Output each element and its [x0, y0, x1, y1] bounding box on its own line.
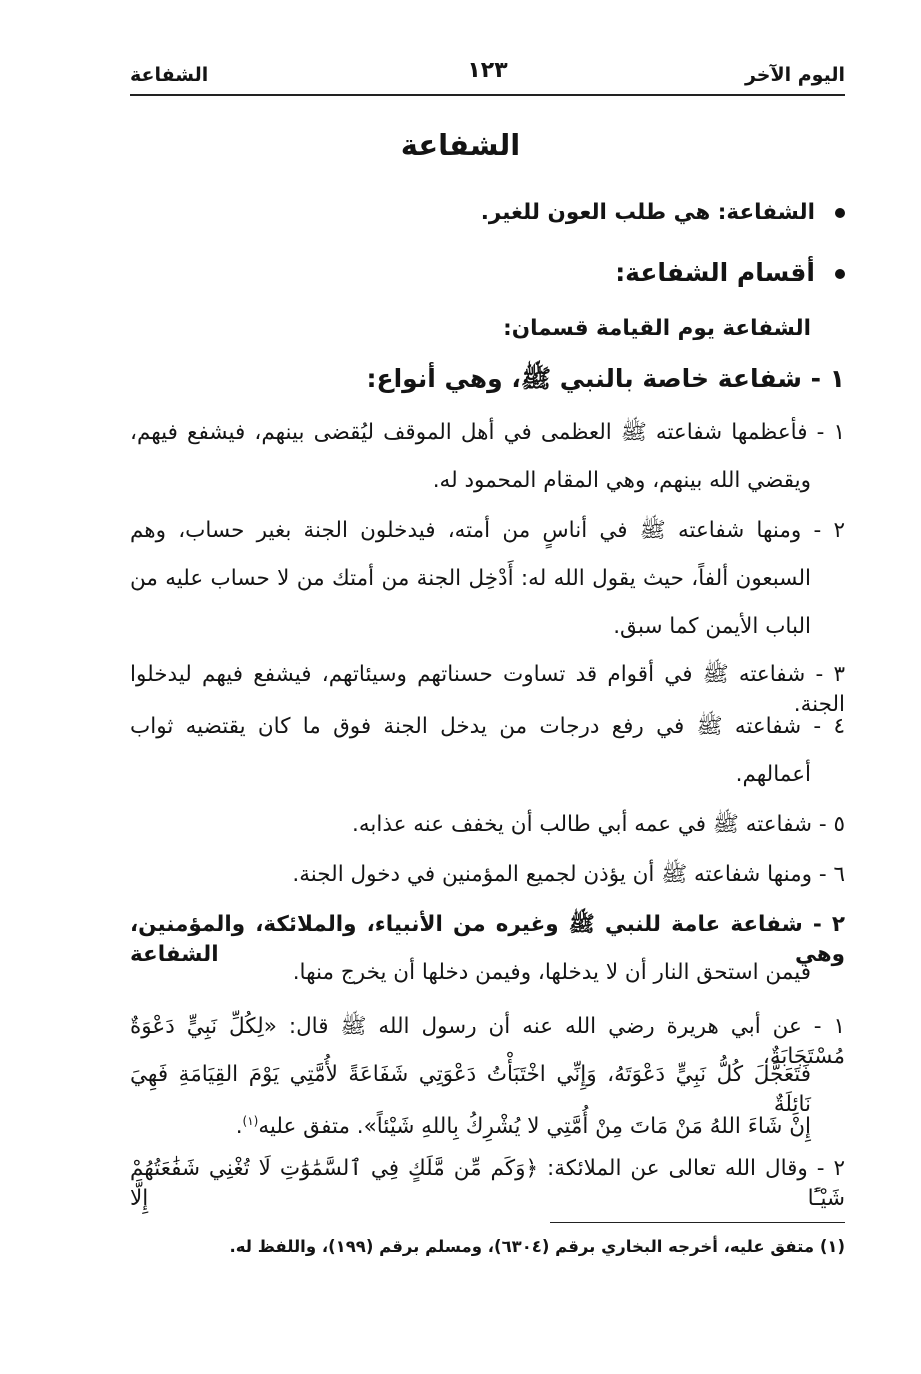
header-book-title: اليوم الآخر: [744, 64, 845, 86]
footnote: (١) متفق عليه، أخرجه البخاري برقم (٦٣٠٤)، ومسلم برقم (١٩٩)، واللفظ له.: [229, 1237, 845, 1256]
definition-line: الشفاعة: هي طلب العون للغير.: [481, 198, 845, 228]
footnote-marker: (١): [242, 1114, 259, 1128]
text-line: فيمن استحق النار أن لا يدخلها، وفيمن دخلها أن يخرج منها.: [292, 960, 811, 985]
section-heading: أقسام الشفاعة:: [615, 258, 845, 288]
text-line: السبعون ألفاً، حيث يقول الله له: أَدْخِل الجنة من أمتك من لا حساب عليه من: [130, 566, 811, 591]
subheading: الشفاعة يوم القيامة قسمان:: [503, 316, 811, 341]
text-line: ٦ - ومنها شفاعته ﷺ أن يؤذن لجميع المؤمنين في دخول الجنة.: [292, 862, 845, 887]
category-heading-2: ٢ - شفاعة عامة للنبي ﷺ وغيره من الأنبياء، والملائكة، والمؤمنين، وهي الشفاعة: [130, 912, 845, 967]
page-title: الشفاعة: [400, 128, 521, 162]
bullet-icon: [835, 269, 845, 279]
text-line: ١ - فأعظمها شفاعته ﷺ العظمى في أهل الموقف ليُقضى بينهم، فيشفع فيهم،: [130, 420, 845, 445]
running-header: [130, 58, 845, 94]
category-heading-1: ١ - شفاعة خاصة بالنبي ﷺ، وهي أنواع:: [366, 364, 845, 393]
text-line: أعمالهم.: [735, 762, 811, 787]
header-divider: [130, 94, 845, 96]
text-line: ويقضي الله بينهم، وهي المقام المحمود له.: [432, 468, 811, 493]
bullet-icon: [835, 208, 845, 218]
text-line: ٢ - ومنها شفاعته ﷺ في أناسٍ من أمته، فيدخلون الجنة بغير حساب، وهم: [130, 518, 845, 543]
footnote-divider: [550, 1222, 845, 1223]
text-line: ١ - عن أبي هريرة رضي الله عنه أن رسول الله ﷺ قال: «لِكُلِّ نَبِيٍّ دَعْوَةٌ مُسْتَجَابَةٌ،: [130, 1014, 845, 1069]
text-line: الباب الأيمن كما سبق.: [613, 614, 811, 639]
hadith-line: إِنْ شَاءَ اللهُ مَنْ مَاتَ مِنْ أُمَّتِي لا يُشْرِكُ بِاللهِ شَيْئاً». متفق عليه$^{(١)}$.: [235, 1114, 811, 1140]
header-chapter-title: الشفاعة: [130, 64, 209, 86]
hadith-line: فَتَعَجَّلَ كُلُّ نَبِيٍّ دَعْوَتَهُ، وَإِنِّي اخْتَبَأْتُ دَعْوَتِي شَفَاعَةً لأُمَّتِي يَوْمَ القِيَامَةِ فَهِيَ نَائِلَةٌ: [130, 1062, 811, 1117]
page-number: ١٢٣: [467, 58, 508, 83]
text-line: ٤ - شفاعته ﷺ في رفع درجات من يدخل الجنة فوق ما كان يقتضيه ثواب: [130, 714, 845, 739]
quran-line: ٢ - وقال الله تعالى عن الملائكة: ﴿وَكَم مِّن مَّلَكٍ فِي ٱلسَّمَٰوَٰتِ لَا تُغْنِي شَفَٰعَتُهُمْ شَيْـًٔا إِلَّا: [130, 1156, 845, 1211]
text-line: ٥ - شفاعته ﷺ في عمه أبي طالب أن يخفف عنه عذابه.: [352, 812, 845, 837]
text-line: ٣ - شفاعته ﷺ في أقوام قد تساوت حسناتهم وسيئاتهم، فيشفع فيهم ليدخلوا الجنة.: [130, 662, 845, 717]
